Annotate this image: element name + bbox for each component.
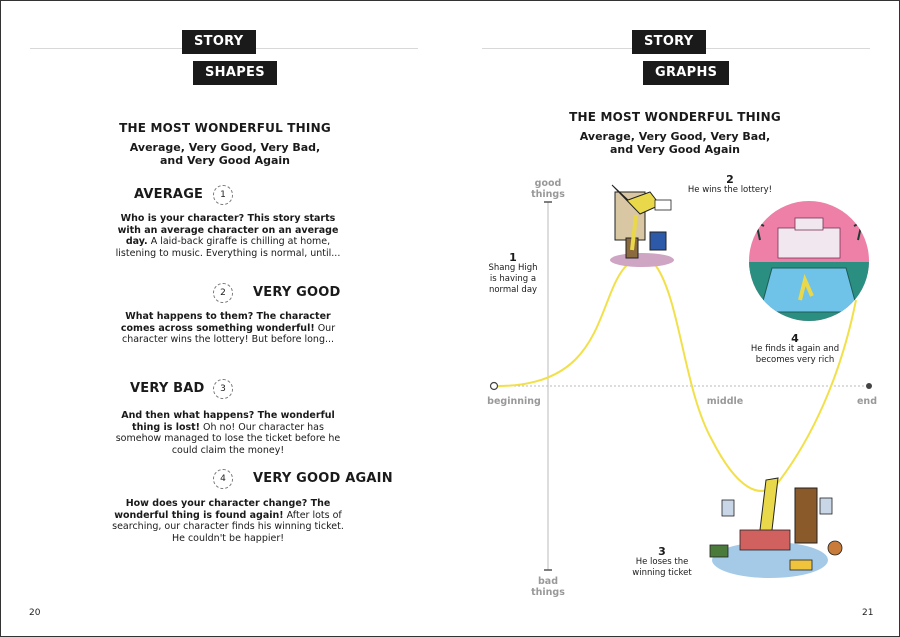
section-body-1: A laid-back giraffe is chilling at home, listening to music. Everything is normal, until... [115,236,341,259]
section-number-3: 3 [213,379,233,399]
section-heading-very-good-again: VERY GOOD AGAIN [253,471,393,486]
section-body-3: Oh no! Our character has somehow managed to lose the ticket before he could claim the money! [115,421,341,456]
story-tag-left: STORY [182,30,256,54]
axis-label-bad-things [528,576,568,598]
lost-ticket-illustration [710,478,842,578]
annotation-4-number: 4 [791,332,799,345]
annotation-1-number: 1 [509,251,517,264]
annotation-4 [740,333,850,366]
axis-label-bad: bad [537,576,558,587]
story-tag-right: STORY [632,30,706,54]
annotation-4-line-2: becomes very rich [755,355,835,365]
section-body-4: After lots of searching, our character finds his winning ticket. He couldn't be happier! [112,509,344,544]
page-number-right: 21 [862,608,874,618]
end-point [866,383,872,389]
right-subtitle-2: and Very Good Again [609,143,740,156]
start-point [491,383,498,390]
left-title: THE MOST WONDERFUL THING [119,121,331,135]
axis-label-middle: middle [706,396,744,407]
axis-label-things-bottom: things [531,587,565,598]
annotation-1-line-2: is having a [489,274,537,284]
axis-label-beginning: beginning [487,396,541,407]
section-number-2: 2 [213,283,233,303]
mansion-illustration [748,201,870,322]
section-heading-very-good: VERY GOOD [253,285,341,300]
annotation-3-number: 3 [658,545,666,558]
annotation-3-line-1: He loses the [635,557,689,567]
axis-label-end: end [856,396,877,407]
annotation-1-line-3: normal day [488,285,538,295]
annotation-1 [478,252,548,296]
annotation-2-number: 2 [726,173,734,186]
section-bold-2: What happens to them? The character comes across something wonderful! [120,311,331,334]
section-heading-very-bad: VERY BAD [130,381,205,396]
shapes-tag: SHAPES [193,61,277,85]
section-bold-3: And then what happens? The wonderful thing is lost! [121,410,335,433]
right-title: THE MOST WONDERFUL THING [569,110,781,124]
section-heading-average: AVERAGE [134,187,204,202]
annotation-1-line-1: Shang High [488,263,538,273]
annotation-2 [680,174,780,196]
axis-label-good-things [528,178,568,200]
left-subtitle-1: Average, Very Good, Very Bad, [129,141,321,154]
annotation-3 [622,546,702,579]
axis-label-things-top: things [531,189,565,200]
right-subtitle-1: Average, Very Good, Very Bad, [579,130,771,143]
graphs-tag: GRAPHS [643,61,729,85]
lottery-win-illustration [610,185,674,267]
section-bold-1: Who is your character? This story starts with an average character on an average day. [117,213,339,247]
annotation-2-line-1: He wins the lottery! [687,185,773,195]
section-bold-4: How does your character change? The wonderful thing is found again! [114,498,331,521]
axis-label-good: good [534,178,562,189]
page-number-left: 20 [29,608,41,618]
left-subtitle-2: and Very Good Again [159,154,290,167]
section-body-2: Our character wins the lottery! But before long... [121,322,336,345]
annotation-3-line-2: winning ticket [632,568,692,578]
section-number-4: 4 [213,469,233,489]
section-number-1: 1 [213,185,233,205]
annotation-4-line-1: He finds it again and [750,344,840,354]
